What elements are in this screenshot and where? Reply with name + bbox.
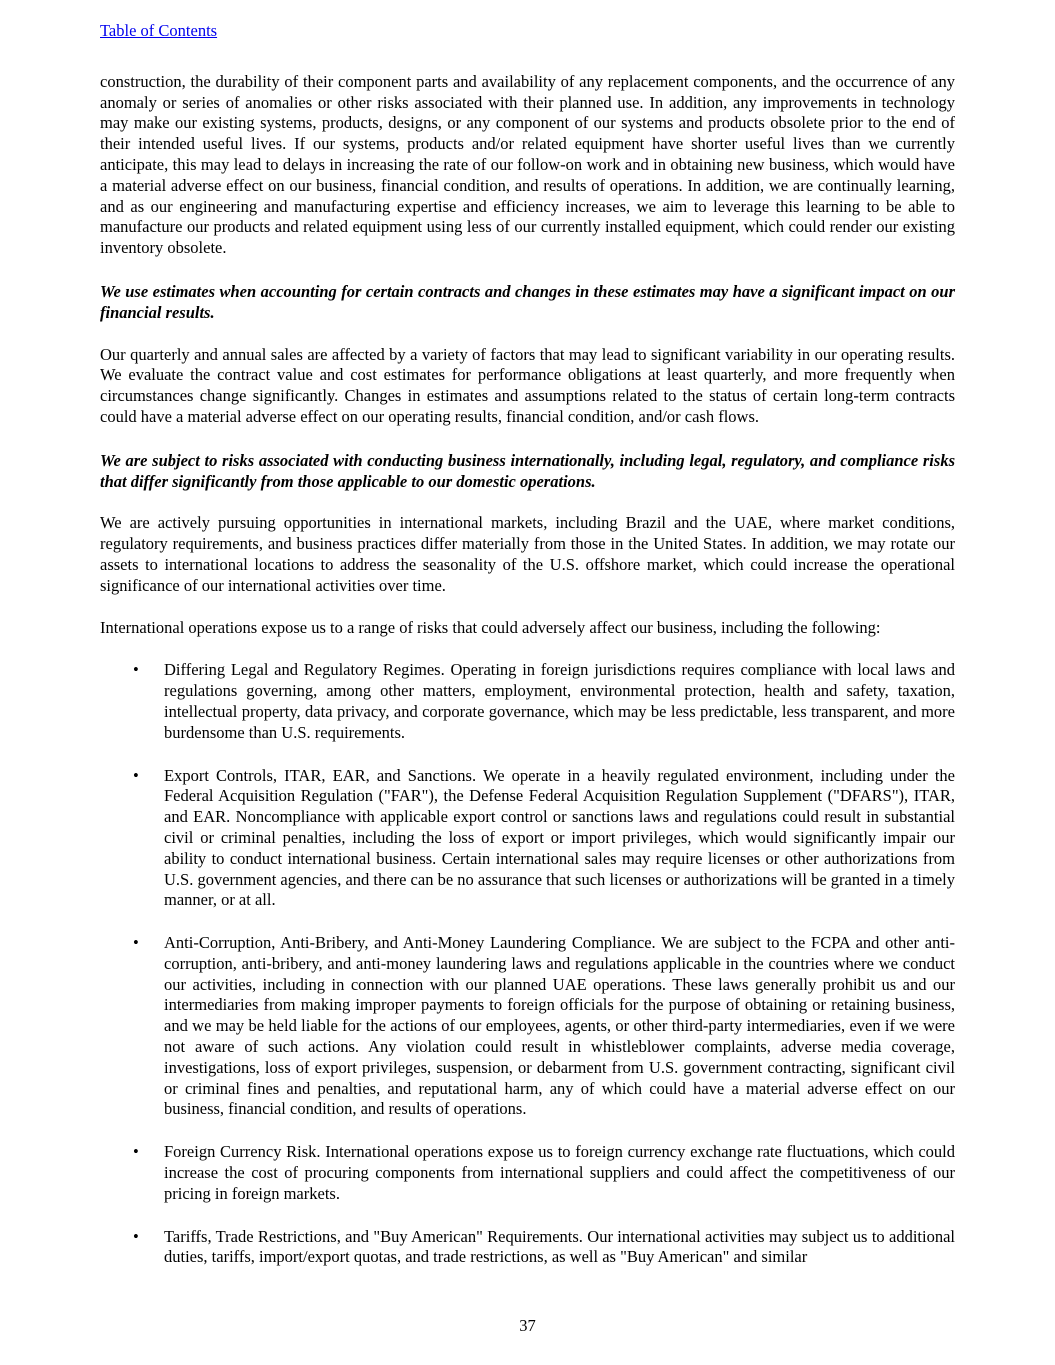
list-item-tariffs bbox=[100, 1227, 955, 1269]
paragraph-risk-list-intro: International operations expose us to a range of risks that could adversely affect our business, including the following: bbox=[100, 617, 881, 637]
bullet-text: Export Controls, ITAR, EAR, and Sanctions. We operate in a heavily regulated environment, including under the Federal Acquisition Regulation ("FAR"), the Defense Federal Acquisition Regulation Supplement ("DFARS"), ITAR, and EAR. Noncompliance with applicable export control or sanctions laws and regulations could result in substantial civil or criminal penalties, including the loss of export or import privileges, which would significantly impair our ability to conduct international business. Certain international sales may require licenses or other authorizations from U.S. government agencies, and there can be no assurance that such licenses or authorizations will be granted in a timely manner, or at all. bbox=[164, 765, 955, 910]
table-of-contents-link[interactable]: Table of Contents bbox=[100, 21, 218, 40]
bullet-text: Differing Legal and Regulatory Regimes. Operating in foreign jurisdictions requires compliance with local laws and regulations governing, among other matters, employment, environmental protection, health and safety, taxation, intellectual property, data privacy, and corporate governance, which may be less predictable, less transparent, and more burdensome than U.S. requirements. bbox=[164, 660, 955, 742]
risk-bullet-list bbox=[100, 660, 955, 1268]
list-item-differing-legal-regimes bbox=[100, 660, 955, 743]
paragraph-international-markets: We are actively pursuing opportunities in international markets, including Brazil and the UAE, where market conditions, regulatory requirements, and business practices differ materially from those in the United States. In addition, we may rotate our assets to international locations to address the seasonality of the U.S. offshore market, which could increase the operational significance of our international activities over time. bbox=[100, 513, 955, 595]
bullet-marker: • bbox=[133, 765, 139, 785]
risk-heading-estimates: We use estimates when accounting for certain contracts and changes in these estimates may have a significant impact on our financial results. bbox=[100, 281, 955, 322]
paragraph-systems-obsolescence: construction, the durability of their component parts and availability of any replacement components, and the occurrence of any anomaly or series of anomalies or other risks associated with their planned use. In addition, any improvements in technology may make our existing systems, products, designs, or any component of our systems and products obsolete prior to the end of their intended useful lives. If our systems, products and/or related equipment have shorter useful lives than we currently anticipate, this may lead to delays in increasing the rate of our follow-on work and in obtaining new business, which would have a material adverse effect on our business, financial condition, and results of operations. In addition, we are continually learning, and as our engineering and manufacturing expertise and efficiency increases, we aim to leverage this learning to be able to manufacture our products and related equipment using less of our currently installed equipment, which could render our existing inventory obsolete. bbox=[100, 71, 955, 258]
bullet-marker: • bbox=[133, 1226, 139, 1246]
list-item-anti-corruption bbox=[100, 933, 955, 1120]
bullet-text: Anti-Corruption, Anti-Bribery, and Anti-Money Laundering Compliance. We are subject to the FCPA and other anti-corruption, anti-bribery, and anti-money laundering laws and regulations applicable in the countries where we conduct our activities, including in connection with our planned UAE operations. These laws generally prohibit us and our intermediaries from making improper payments to foreign officials for the purpose of obtaining or retaining business, and we may be held liable for the actions of our employees, agents, or other third-party intermediaries, even if we were not aware of such actions. Any violation could result in whistleblower complaints, adverse media coverage, investigations, loss of export privileges, suspension, or debarment from U.S. government contracting, significant civil or criminal fines and penalties, and reputational harm, any of which could have a material adverse effect on our business, financial condition, and results of operations. bbox=[164, 933, 955, 1119]
list-item-foreign-currency bbox=[100, 1142, 955, 1204]
bullet-marker: • bbox=[133, 660, 139, 680]
bullet-text: Tariffs, Trade Restrictions, and "Buy American" Requirements. Our international activities may subject us to additional duties, tariffs, import/export quotas, and trade restrictions, as well as "Buy American" and similar bbox=[164, 1226, 955, 1267]
list-item-export-controls bbox=[100, 766, 955, 912]
risk-heading-international: We are subject to risks associated with conducting business internationally, including legal, regulatory, and compliance risks that differ significantly from those applicable to our domestic operations. bbox=[100, 450, 955, 491]
bullet-marker: • bbox=[133, 933, 139, 953]
bullet-marker: • bbox=[133, 1142, 139, 1162]
paragraph-estimates: Our quarterly and annual sales are affected by a variety of factors that may lead to significant variability in our operating results. We evaluate the contract value and cost estimates for performance obligations at least quarterly, and more frequently when circumstances change significantly. Changes in estimates and assumptions related to the status of certain long-term contracts could have a material adverse effect on our operating results, financial condition, and/or cash flows. bbox=[100, 344, 955, 426]
page-number: 37 bbox=[519, 1316, 536, 1335]
bullet-text: Foreign Currency Risk. International operations expose us to foreign currency exchange rate fluctuations, which could increase the cost of procuring components from international suppliers and could affect the competitiveness of our pricing in foreign markets. bbox=[164, 1142, 955, 1203]
